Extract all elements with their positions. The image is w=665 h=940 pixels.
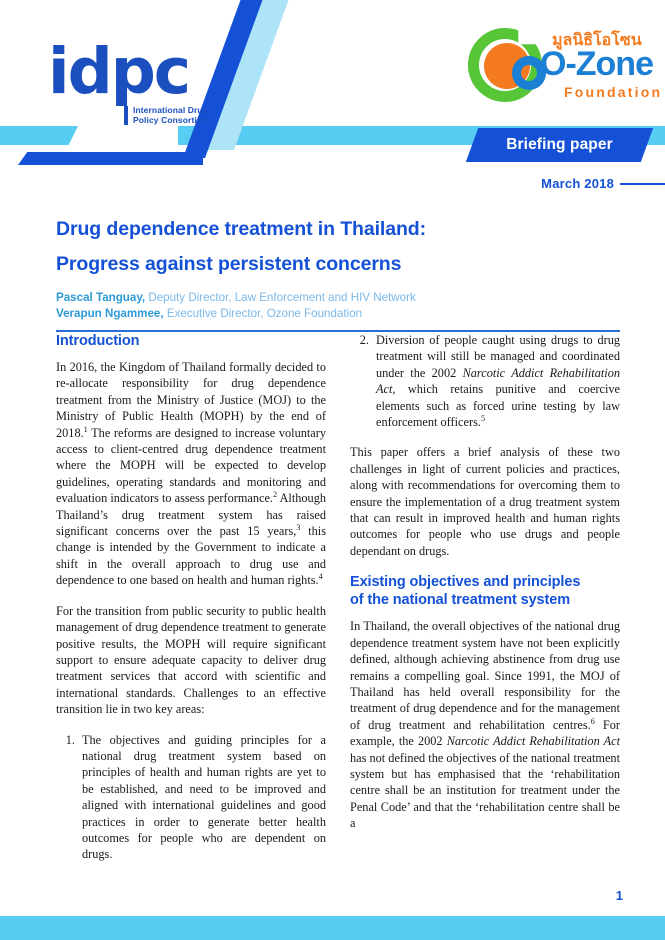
challenges-list-continued <box>350 332 620 430</box>
paragraph-text: In 2016, the Kingdom of Thailand formally decided to re-allocate responsibility for drug dependence treatment from the Ministry of Justice (MOJ) to the Ministry of Public Health (MOPH) by the end of 2018. <box>56 360 326 440</box>
author-entry <box>56 306 620 322</box>
idpc-logo-subtitle <box>124 106 210 125</box>
page-header <box>0 0 665 205</box>
list-item-text: Diversion of people caught using drugs to drug treatment will still be managed and coordinated under the 2002 <box>376 333 620 380</box>
publication-date-rule <box>620 183 665 185</box>
footnote-ref[interactable]: 4 <box>318 572 323 582</box>
publication-date: March 2018 <box>541 176 614 191</box>
list-item-text: which retains punitive and coercive elements such as forced urine testing by law enforcement officers. <box>376 382 620 430</box>
paragraph-text: Although Thailand’s drug treatment system has raised significant concerns over the past 15 years, <box>56 491 326 539</box>
ozone-thai-script: มูลนิธิโอโซน <box>552 32 642 49</box>
paragraph <box>56 359 326 589</box>
section-heading-introduction: Introduction <box>56 333 140 349</box>
ozone-foundation-logo <box>468 26 663 112</box>
ozone-wordmark: O-Zone <box>540 45 653 83</box>
document-title-line-2: Progress against persistent concerns <box>56 253 402 275</box>
footnote-ref[interactable]: 2 <box>273 490 278 500</box>
idpc-subtitle-line-1: International Drug <box>133 105 208 115</box>
author-name: Pascal Tanguay, <box>56 291 146 304</box>
right-column <box>350 332 620 912</box>
legislation-title: Narcotic Addict Rehabilitation Act <box>446 734 620 749</box>
title-block <box>56 216 620 332</box>
briefing-paper-badge-label: Briefing paper <box>506 136 613 153</box>
section-heading-line-2: of the national treatment system <box>350 592 570 609</box>
idpc-logo <box>48 35 228 136</box>
author-name: Verapun Ngammee, <box>56 306 164 320</box>
section-heading-line-1: Existing objectives and principles <box>350 574 581 591</box>
author-entry <box>56 290 620 306</box>
legislation-title: Narcotic Addict Rehabilitation Act, <box>376 365 620 397</box>
briefing-paper-badge <box>466 128 653 162</box>
left-column <box>56 332 326 912</box>
header-dark-foot-bar <box>18 152 203 165</box>
author-role: Deputy Director, Law Enforcement and HIV Network <box>145 291 416 304</box>
author-list <box>56 290 620 321</box>
footnote-ref[interactable]: 5 <box>480 413 486 423</box>
list-item <box>372 332 620 430</box>
paragraph: For the transition from public security to public health management of drug dependence treatment to generate positive results, the MOPH will require significant support to ensure adequate capacity to deliver drug treatment services that accord with scientific and international standards. Challenges to an effective transition lie in two key areas: <box>56 603 326 717</box>
paragraph-text: The reforms are designed to increase voluntary access to client-centred drug dependence treatment where the MOPH will be expected to develop guidelines, operating standards and monitoring and evaluation indicators to assess performance. <box>56 425 326 506</box>
idpc-subtitle-line-2: Policy Consortium <box>133 114 210 125</box>
document-title-line-1: Drug dependence treatment in Thailand: <box>56 218 426 240</box>
footnote-ref[interactable]: 1 <box>83 424 88 434</box>
ozone-tagline: Foundation <box>564 84 663 100</box>
list-item: 1. The objectives and guiding principles for a national drug treatment system based on principles of health and human rights are yet to be established, and need to be improved and aligned with international guidelines and good practices in order to generate better health outcomes for people who are dependent on drugs. <box>78 732 326 863</box>
paragraph-text: For example, the 2002 <box>350 717 620 749</box>
footnote-ref[interactable]: 3 <box>296 522 301 532</box>
footnote-ref[interactable]: 6 <box>590 716 595 726</box>
idpc-wordmark: idpc <box>48 35 190 108</box>
challenges-list <box>56 732 326 863</box>
paragraph <box>350 618 620 831</box>
body-columns <box>56 332 620 912</box>
page-number: 1 <box>615 888 623 903</box>
footer-bar <box>0 916 665 940</box>
paragraph: This paper offers a brief analysis of these two challenges in light of current policies and practices, along with recommendations for overcoming them to ensure the implementation of a drug treatment system that can result in improved health and human rights outcomes for people who use drugs and people dependant on drugs. <box>350 445 620 558</box>
author-role: Executive Director, Ozone Foundation <box>163 306 363 320</box>
paragraph-text: has not defined the objectives of the national treatment system but has emphasised that the ‘rehabilitation centre shall be an institution for treatment under the Penal Code’ and that the ‘rehabilitation centre shall be a <box>350 750 620 831</box>
section-heading-existing-objectives <box>350 573 620 609</box>
paragraph-text: this change is intended by the Government to indicate a shift in the overall approach to drug use and dependence to one based on health and human rights. <box>56 524 326 588</box>
paragraph-text: In Thailand, the overall objectives of the national drug dependence treatment system have not been explicitly defined, although achieving abstinence from drug use remains a compelling goal. Since 1991, the MOJ of Thailand has held overall responsibility for the treatment of drug dependence and for the management of drug treatment and rehabilitation centres. <box>350 619 620 732</box>
